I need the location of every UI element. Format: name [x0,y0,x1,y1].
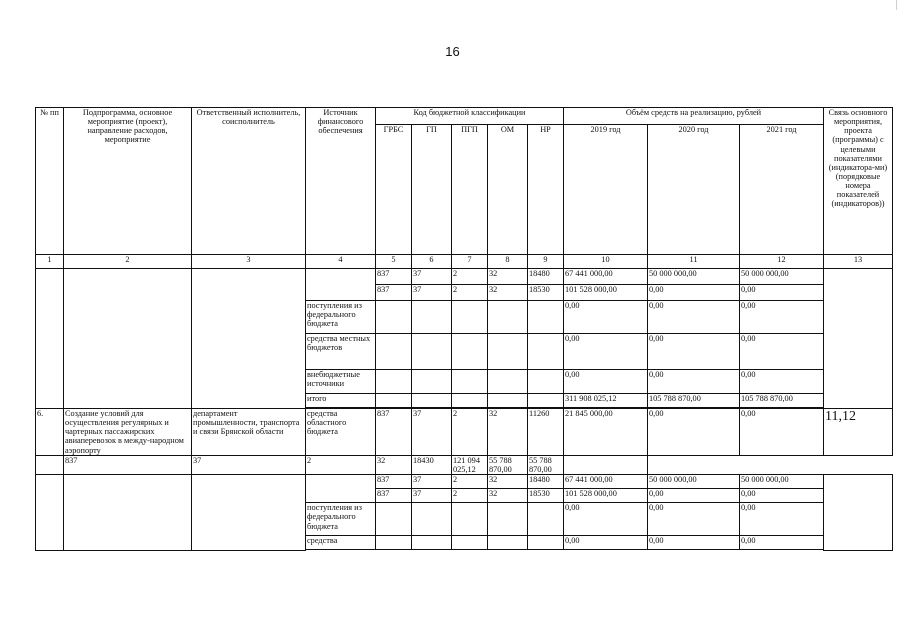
item-program: Создание условий для осуществления регулярных и чартерных пассажирских авиаперевозок в между-народном аэропорту [64,409,192,456]
amount-2021: 0,00 [740,489,824,503]
empty-cell [376,301,412,334]
om-cell: 32 [488,285,528,301]
indicator-link: 11,12 [824,409,893,456]
amount-2021: 50 000 000,00 [740,475,824,489]
amount-2020: 0,00 [648,489,740,503]
amount-2021: 0,00 [740,370,824,394]
empty-cell [452,536,488,550]
empty-cell [452,503,488,536]
empty-cell [36,475,64,551]
amount-2021: 0,00 [740,301,824,334]
source-cell: средства [306,536,376,550]
empty-cell [64,475,192,551]
budget-table [35,107,893,551]
amount-2020: 50 000 000,00 [648,475,740,489]
empty-cell [36,269,64,409]
gp-cell: 37 [412,409,452,456]
total-2021: 105 788 870,00 [740,394,824,408]
nr-cell: 18480 [528,269,564,285]
amount-2019: 0,00 [564,536,648,550]
empty-cell [452,334,488,370]
empty-cell [306,269,376,301]
nr-cell: 18530 [528,285,564,301]
total-2020: 105 788 870,00 [648,394,740,408]
empty-cell [192,475,306,551]
pgp-cell: 2 [452,409,488,456]
amount-2021: 0,00 [740,285,824,301]
empty-cell [412,334,452,370]
nr-cell: 11260 [528,409,564,456]
column-number: 2 [64,255,192,269]
empty-cell [488,301,528,334]
empty-cell [488,503,528,536]
nr-cell: 18430 [412,456,452,475]
column-number: 9 [528,255,564,269]
header-responsible: Ответственный исполнитель, соисполнитель [192,108,306,255]
nr-cell: 18530 [528,489,564,503]
empty-cell [412,503,452,536]
column-number: 6 [412,255,452,269]
scan-edge-mark [896,0,897,10]
amount-2019: 67 441 000,00 [564,475,648,489]
grbs-cell: 837 [376,489,412,503]
header-grbs: ГРБС [376,125,412,255]
amount-2019: 0,00 [564,334,648,370]
header-pgp: ПГП [452,125,488,255]
amount-2019: 121 094 025,12 [452,456,488,475]
amount-2020: 55 788 870,00 [488,456,528,475]
column-number: 10 [564,255,648,269]
empty-cell [528,536,564,550]
total-2019: 311 908 025,12 [564,394,648,408]
empty-cell [64,269,192,409]
amount-2019: 67 441 000,00 [564,269,648,285]
gp-cell: 37 [412,475,452,489]
empty-cell [452,301,488,334]
header-year-2020: 2020 год [648,125,740,255]
column-number: 7 [452,255,488,269]
grbs-cell: 837 [376,409,412,456]
empty-cell [376,334,412,370]
nr-cell: 18480 [528,475,564,489]
table-row [36,269,893,285]
gp-cell: 37 [192,456,306,475]
header-source: Источник финансового обеспечения [306,108,376,255]
column-number-row [36,255,893,269]
source-cell: внебюджетные источники [306,370,376,394]
header-nr: НР [528,125,564,255]
total-label: итого [306,394,376,408]
om-cell: 32 [376,456,412,475]
pgp-cell: 2 [452,285,488,301]
column-number: 4 [306,255,376,269]
source-cell: поступления из федерального бюджета [306,301,376,334]
amount-2021: 50 000 000,00 [740,269,824,285]
amount-2021: 0,00 [740,334,824,370]
amount-2020: 0,00 [648,334,740,370]
amount-2019: 101 528 000,00 [564,285,648,301]
amount-2019: 0,00 [564,301,648,334]
empty-cell [192,269,306,409]
header-om: ОМ [488,125,528,255]
column-number: 3 [192,255,306,269]
empty-cell [452,394,488,408]
empty-cell [306,475,376,503]
amount-2021: 0,00 [740,409,824,456]
pgp-cell: 2 [452,475,488,489]
header-number: № пп [36,108,64,255]
amount-2019: 101 528 000,00 [564,489,648,503]
om-cell: 32 [488,475,528,489]
pgp-cell: 2 [452,489,488,503]
om-cell: 32 [488,269,528,285]
empty-cell [564,456,648,475]
amount-2019: 21 845 000,00 [564,409,648,456]
page-number: 16 [445,44,460,59]
empty-cell [412,394,452,408]
amount-2020: 50 000 000,00 [648,269,740,285]
column-number: 1 [36,255,64,269]
amount-2021: 0,00 [740,503,824,536]
header-year-2021: 2021 год [740,125,824,255]
om-cell: 32 [488,409,528,456]
empty-cell [412,301,452,334]
column-number: 12 [740,255,824,269]
empty-cell [528,370,564,394]
amount-2020: 0,00 [648,370,740,394]
gp-cell: 37 [412,285,452,301]
amount-2020: 0,00 [648,301,740,334]
empty-cell [452,370,488,394]
column-number: 13 [824,255,893,269]
amount-2020: 0,00 [648,285,740,301]
empty-cell [528,334,564,370]
empty-cell [412,536,452,550]
amount-2020: 0,00 [648,409,740,456]
empty-cell [824,475,893,551]
header-program: Подпрограмма, основное мероприятие (проект), направление расходов, мероприятие [64,108,192,255]
grbs-cell: 837 [376,269,412,285]
empty-cell [488,394,528,408]
amount-2021: 0,00 [740,536,824,550]
empty-cell [376,503,412,536]
empty-cell [488,536,528,550]
empty-cell [824,269,893,409]
header-budget-code: Код бюджетной классификации [376,108,564,125]
table-row [36,456,893,475]
gp-cell: 37 [412,269,452,285]
empty-cell [376,370,412,394]
source-cell: средства местных бюджетов [306,334,376,370]
column-number: 8 [488,255,528,269]
pgp-cell: 2 [306,456,376,475]
empty-cell [528,503,564,536]
amount-2019: 0,00 [564,503,648,536]
amount-2019: 0,00 [564,370,648,394]
grbs-cell: 837 [64,456,192,475]
grbs-cell: 837 [376,285,412,301]
header-volume: Объём средств на реализацию, рублей [564,108,824,125]
column-number: 5 [376,255,412,269]
empty-cell [376,394,412,408]
item-number: 6. [36,409,64,456]
om-cell: 32 [488,489,528,503]
amount-2020: 0,00 [648,536,740,550]
gp-cell: 37 [412,489,452,503]
header-gp: ГП [412,125,452,255]
source-cell: поступления из федерального бюджета [306,503,376,536]
empty-cell [488,370,528,394]
amount-2020: 0,00 [648,503,740,536]
amount-2021: 55 788 870,00 [528,456,564,475]
header-year-2019: 2019 год [564,125,648,255]
empty-cell [528,394,564,408]
empty-cell [488,334,528,370]
pgp-cell: 2 [452,269,488,285]
item-responsible: департамент промышленности, транспорта и связи Брянской области [192,409,306,456]
empty-cell [376,536,412,550]
header-row-1 [36,108,893,125]
header-link: Связь основного мероприятия, проекта (программы) с целевыми показателями (индикатора-ми) (порядковые номера показателей (индикаторов)) [824,108,893,255]
empty-cell [36,456,64,475]
empty-cell [528,301,564,334]
column-number: 11 [648,255,740,269]
table-row [36,475,893,489]
source-cell: средства областного бюджета [306,409,376,456]
empty-cell [412,370,452,394]
table-row-item-6 [36,409,893,456]
grbs-cell: 837 [376,475,412,489]
